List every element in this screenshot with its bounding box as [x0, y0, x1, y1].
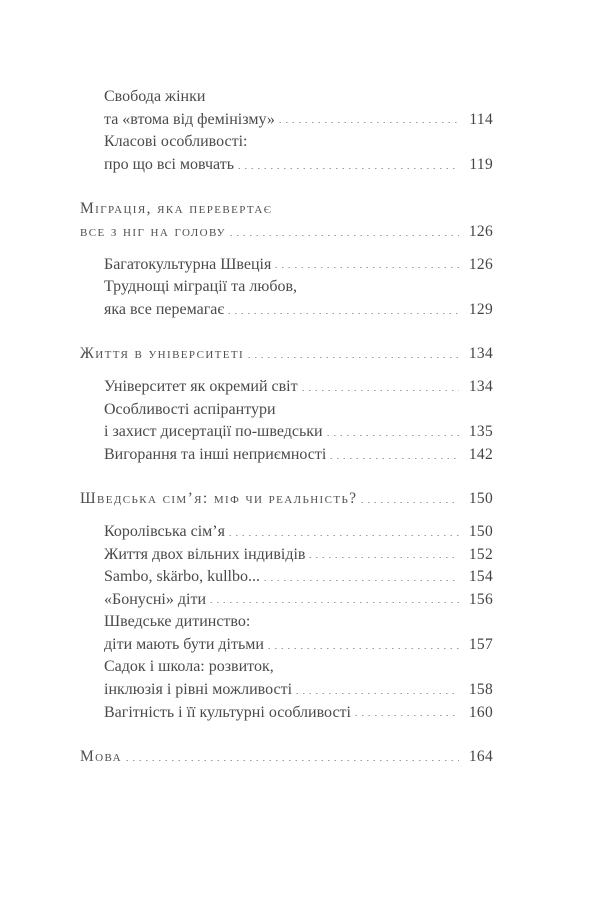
dot-leader — [328, 458, 459, 459]
toc-entry[interactable] — [80, 131, 493, 176]
page-number: 156 — [468, 590, 493, 608]
page-number: 119 — [469, 155, 493, 173]
heading-gap — [80, 511, 493, 521]
toc-entry[interactable] — [80, 566, 493, 589]
heading-gap — [80, 366, 493, 376]
entry-title-line: та «втома від фемінізму» — [104, 110, 275, 128]
heading-gap — [80, 244, 493, 254]
page-number: 154 — [468, 568, 493, 586]
toc-entry[interactable] — [80, 611, 493, 656]
section-gap — [80, 176, 493, 198]
toc-entry[interactable] — [80, 656, 493, 701]
toc-chapter-heading[interactable] — [80, 198, 493, 243]
page-number: 164 — [468, 748, 493, 766]
entry-title-line: Шведське дитинство: — [104, 613, 251, 631]
page-number: 126 — [468, 255, 493, 273]
toc-entry[interactable] — [80, 86, 493, 131]
entry-title-line: Вагітність і її культурні особливості — [104, 703, 351, 721]
toc-entry[interactable] — [80, 444, 493, 467]
entry-title-line: Труднощі міграції та любов, — [104, 278, 298, 296]
table-of-contents — [80, 86, 493, 769]
toc-entry[interactable] — [80, 376, 493, 399]
toc-entry[interactable] — [80, 544, 493, 567]
dot-leader — [208, 602, 459, 603]
entry-title-line: Королівська сім’я — [104, 522, 225, 540]
dot-leader — [353, 715, 459, 716]
chapter-title-line: Шведська сім’я: міф чи реальність? — [80, 490, 358, 508]
toc-entry[interactable] — [80, 276, 493, 321]
page-number: 142 — [468, 445, 493, 463]
entry-title-line: інклюзія і рівні можливості — [104, 681, 293, 699]
entry-title-line: Класові особливості: — [104, 133, 248, 151]
dot-leader — [300, 390, 459, 391]
chapter-title-line: все з ніг на голову — [80, 222, 226, 240]
dot-leader — [359, 502, 458, 503]
page-number: 129 — [468, 300, 493, 318]
entry-title-line: і захист дисертації по-шведськи — [104, 423, 323, 441]
dot-leader — [246, 357, 459, 358]
dot-leader — [277, 122, 460, 123]
entry-title-line: Особливості аспірантури — [104, 400, 276, 418]
dot-leader — [273, 267, 458, 268]
toc-entry[interactable] — [80, 702, 493, 725]
dot-leader — [325, 435, 459, 436]
entry-title-line: Багатокультурна Швеція — [104, 255, 272, 273]
toc-entry[interactable] — [80, 399, 493, 444]
page-number: 134 — [468, 377, 493, 395]
chapter-title-line: Міграція, яка перевертає — [80, 200, 273, 218]
entry-title-line: про що всі мовчать — [104, 155, 234, 173]
entry-title-line: Садок і школа: розвиток, — [104, 658, 274, 676]
dot-leader — [307, 557, 458, 558]
entry-title-line: Університет як окремий світ — [104, 377, 298, 395]
entry-title-line: Життя двох вільних індивідів — [104, 545, 306, 563]
page-number: 152 — [468, 545, 493, 563]
page-number: 157 — [468, 635, 493, 653]
dot-leader — [262, 580, 459, 581]
entry-title-line: діти мають бути дітьми — [104, 635, 264, 653]
section-gap — [80, 466, 493, 488]
toc-chapter-heading[interactable] — [80, 488, 493, 511]
entry-title-line: яка все перемагає — [104, 300, 225, 318]
entry-title-line: Sambo, skärbo, kullbo... — [104, 568, 260, 586]
chapter-title-line: Життя в університеті — [80, 345, 245, 363]
page-number: 158 — [468, 681, 493, 699]
page-number: 150 — [468, 522, 493, 540]
dot-leader — [236, 168, 459, 169]
entry-title-line: Свобода жінки — [104, 88, 206, 105]
section-gap — [80, 724, 493, 746]
page-number: 126 — [468, 222, 493, 240]
page-number: 114 — [469, 110, 493, 128]
section-gap — [80, 321, 493, 343]
dot-leader — [294, 693, 459, 694]
chapter-title-line: Мова — [80, 748, 122, 766]
dot-leader — [124, 760, 459, 761]
toc-entry[interactable] — [80, 589, 493, 612]
dot-leader — [226, 313, 459, 314]
page-number: 160 — [468, 703, 493, 721]
page-number: 135 — [468, 423, 493, 441]
page-number: 134 — [468, 345, 493, 363]
toc-chapter-heading[interactable] — [80, 746, 493, 769]
toc-entry[interactable] — [80, 521, 493, 544]
toc-chapter-heading[interactable] — [80, 343, 493, 366]
dot-leader — [227, 535, 459, 536]
entry-title-line: Вигорання та інші неприємності — [104, 445, 327, 463]
page-number: 150 — [468, 490, 493, 508]
dot-leader — [266, 648, 459, 649]
entry-title-line: «Бонусні» діти — [104, 590, 206, 608]
dot-leader — [228, 235, 459, 236]
toc-entry[interactable] — [80, 254, 493, 277]
